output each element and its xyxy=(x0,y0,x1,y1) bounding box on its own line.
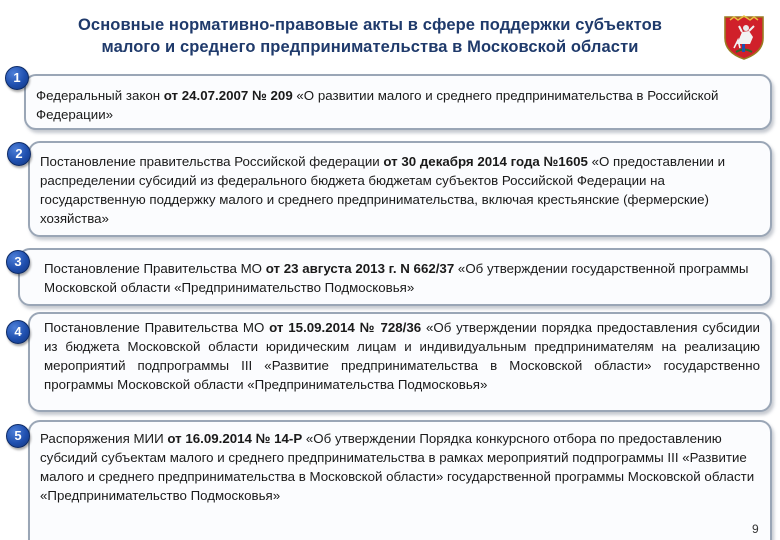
act-text-5: Распоряжения МИИ от 16.09.2014 № 14-Р «Об утверждении Порядка конкурсного отбора по предоставлению субсидий субъектам малого и среднего предпринимательства в рамках мероприятий подпрограммы III «Развитие малого и среднего предпринимательства в Московской области» государственной программы Московской области «Предпринимательство Подмосковья» xyxy=(40,431,755,503)
act-number-badge-5: 5 xyxy=(6,424,30,448)
page-title-line-1: Основные нормативно-правовые акты в сфере поддержки субъектов xyxy=(77,16,663,34)
act-text-4: Постановление Правительства МО от 15.09.2014 № 728/36 «Об утверждении порядка предоставления субсидии из бюджета Московской области юридическим лицам и индивидуальным предпринимателям на реализацию мероприятий подпрограммы III «Развитие предпринимательства в Московской области» государственно программы Московской области «Предпринимательства Подмосковья» xyxy=(44,320,760,392)
act-card-5 xyxy=(28,420,772,540)
moscow-oblast-coat-of-arms-icon xyxy=(722,14,766,60)
act-date-4: от 15.09.2014 № 728/36 xyxy=(269,320,422,335)
act-card-3 xyxy=(18,248,772,306)
act-text-3: Постановление Правительства МО от 23 августа 2013 г. N 662/37 «Об утверждении государственной программы Московской области «Предпринимательство Подмосковья» xyxy=(44,261,749,295)
act-date-5: от 16.09.2014 № 14-Р xyxy=(167,431,303,446)
act-number-badge-2: 2 xyxy=(7,142,31,166)
page-number: 9 xyxy=(752,522,759,536)
act-date-3: от 23 августа 2013 г. N 662/37 xyxy=(265,261,455,276)
act-date-2: от 30 декабря 2014 года №1605 xyxy=(383,154,588,169)
act-text-1: Федеральный закон от 24.07.2007 № 209 «О развитии малого и среднего предпринимательства в Российской Федерации» xyxy=(36,88,719,122)
act-number-badge-1: 1 xyxy=(5,66,29,90)
page-title-line-2: малого и среднего предпринимательства в Московской области xyxy=(101,38,639,56)
act-text-2: Постановление правительства Российской федерации от 30 декабря 2014 года №1605 «О предоставлении и распределении субсидий из федерального бюджета бюджетам субъектов Российской Федерации на государственную поддержку малого и среднего предпринимательства, включая крестьянские (фермерские) хозяйства» xyxy=(40,154,726,226)
act-card-2 xyxy=(28,141,772,237)
act-number-badge-3: 3 xyxy=(6,250,30,274)
act-card-4 xyxy=(28,312,772,412)
act-card-1 xyxy=(24,74,772,130)
act-date-1: от 24.07.2007 № 209 xyxy=(163,88,293,103)
page-title xyxy=(40,14,700,58)
act-number-badge-4: 4 xyxy=(6,320,30,344)
